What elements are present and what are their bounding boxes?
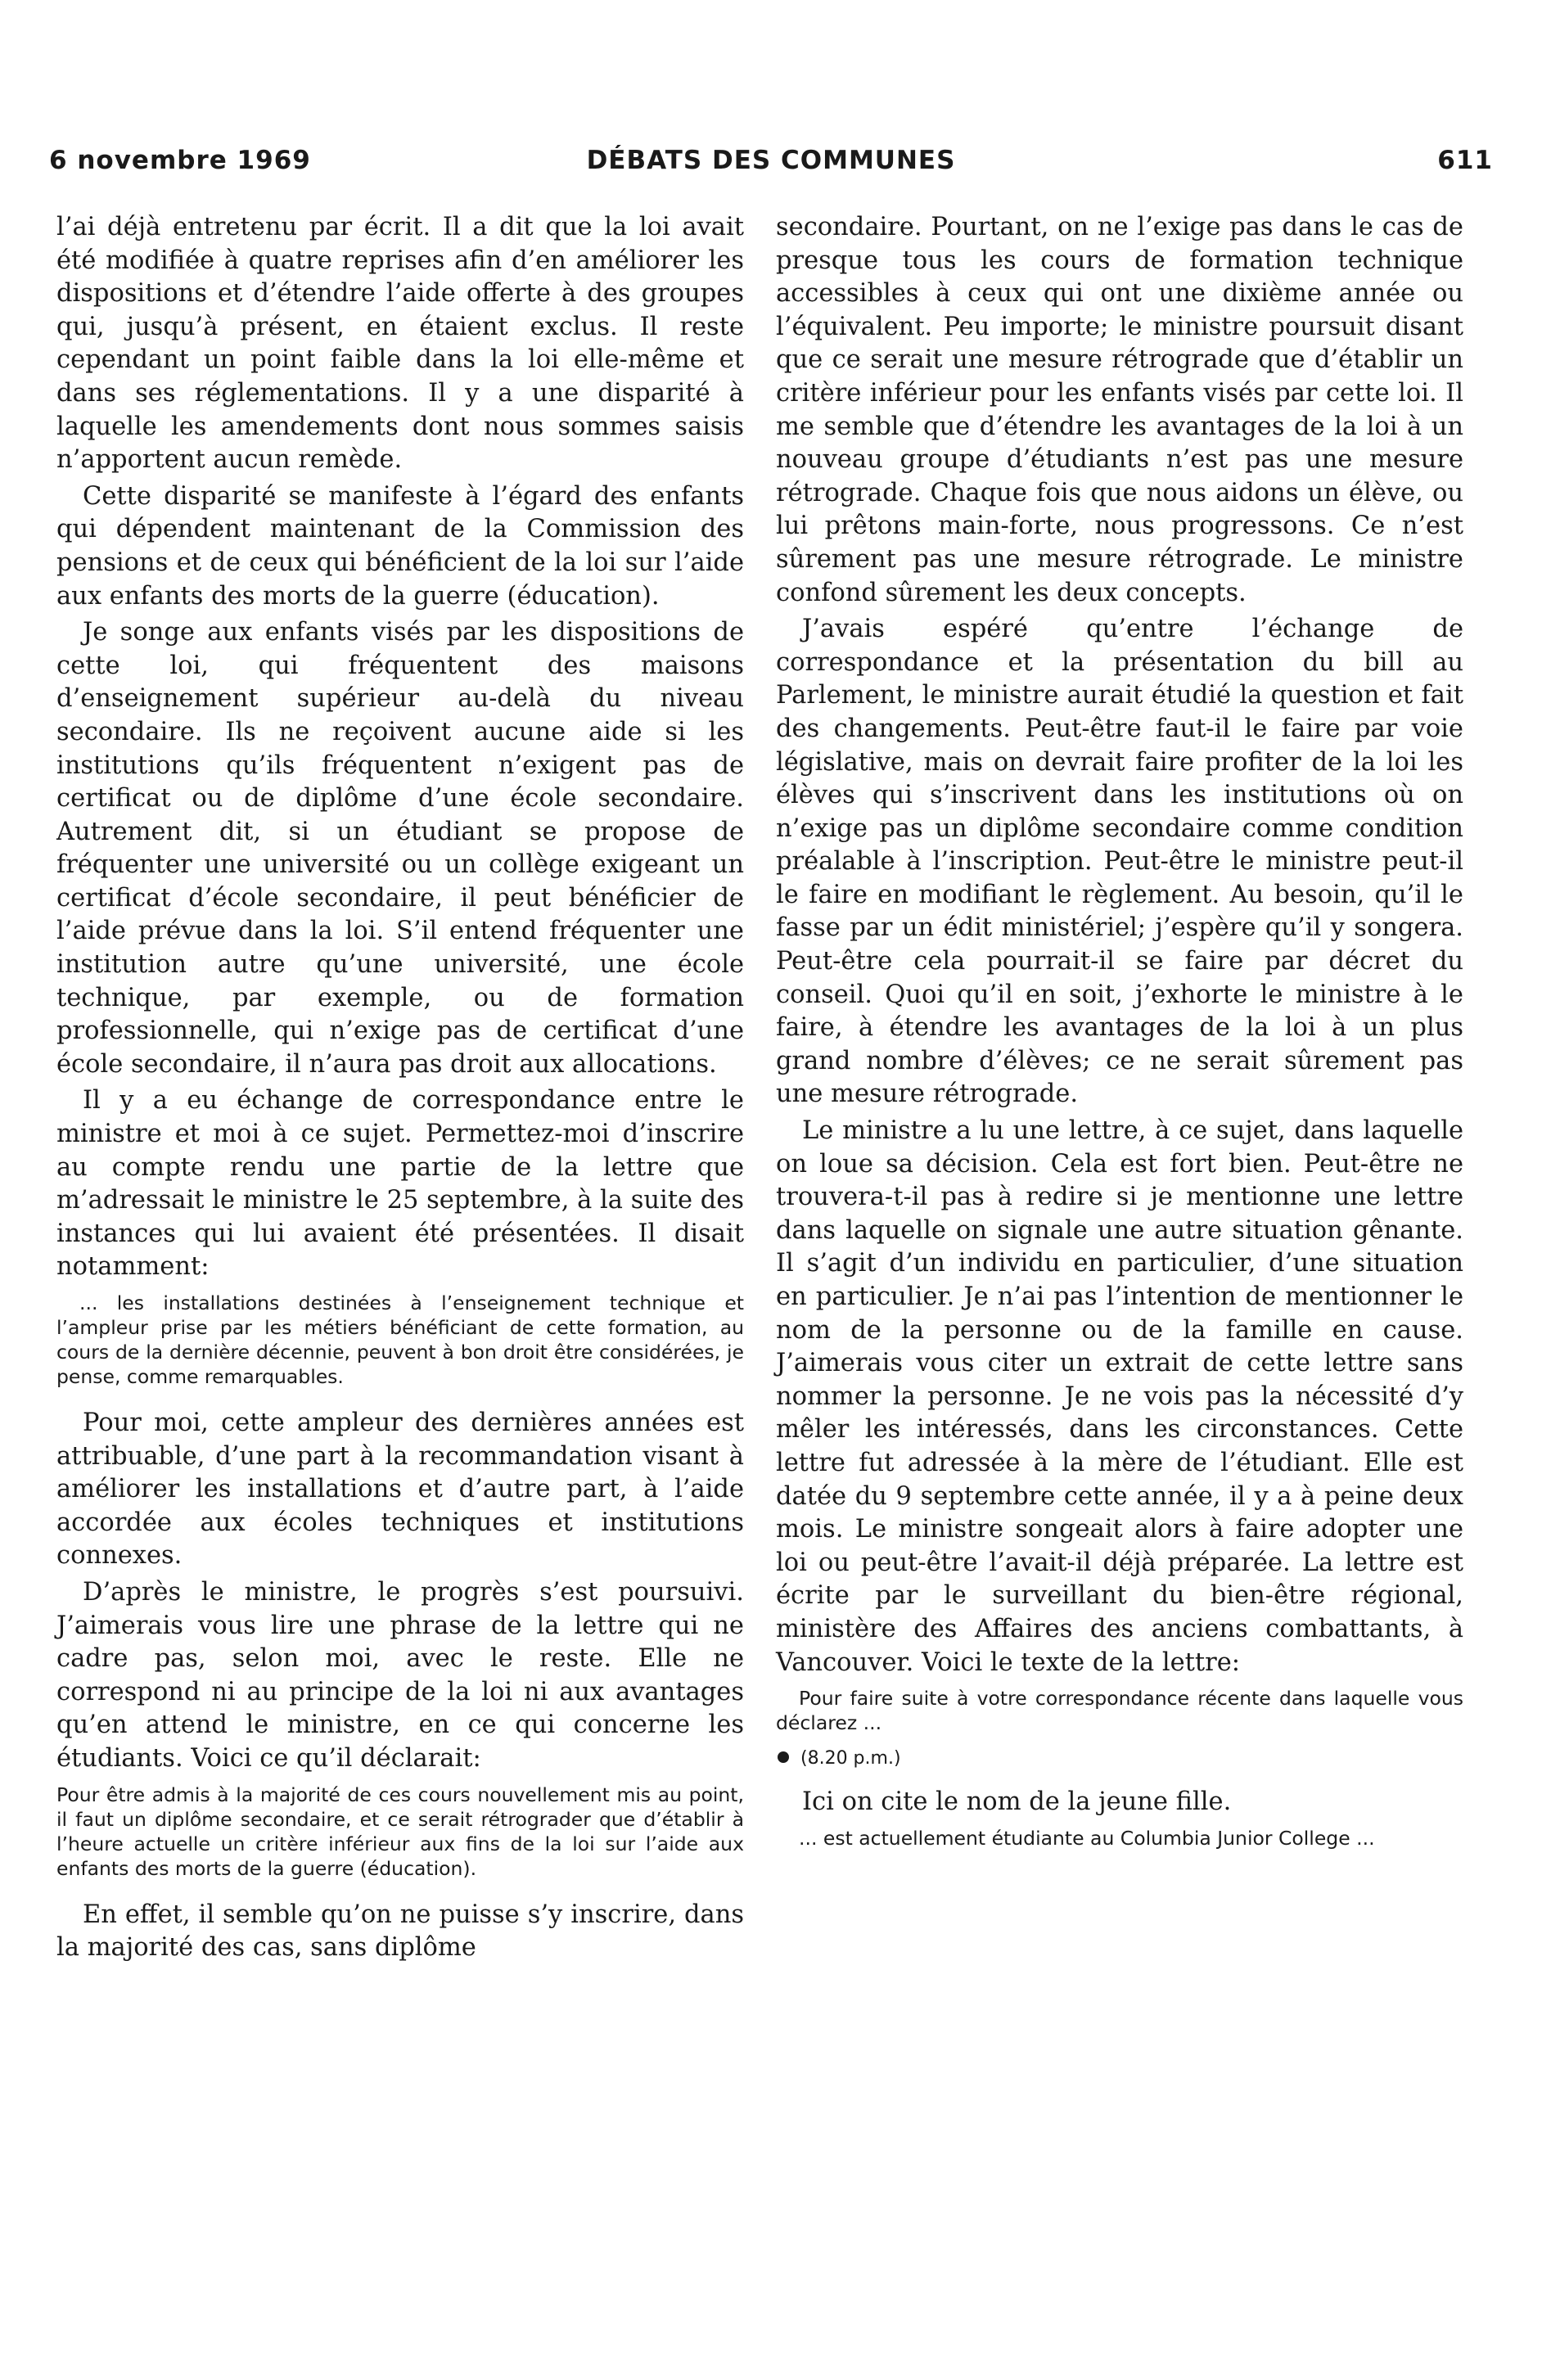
block-quote: ... les installations destinées à l’enseignement technique et l’ampleur prise par les métiers bénéficiant de cette formation, au cours de la dernière décennie, peuvent à bon droit être considérées, je pense, comme remarquables. <box>56 1291 744 1388</box>
left-column <box>56 211 744 1965</box>
header-page-number: 611 <box>1437 146 1493 175</box>
paragraph: secondaire. Pourtant, on ne l’exige pas dans le cas de presque tous les cours de formation technique accessibles à ceux qui ont une dixième année ou l’équivalent. Peu importe; le ministre poursuit disant que ce serait une mesure rétrograde que d’établir un critère inférieur pour les enfants visés par cette loi. Il me semble que d’étendre les avantages de la loi à un nouveau groupe d’étudiants n’est pas une mesure rétrograde. Chaque fois que nous aidons un élève, ou lui prêtons main-forte, nous progressons. Ce n’est sûrement pas une mesure rétrograde. Le ministre confond sûrement les deux concepts. <box>776 213 1463 607</box>
block-quote: Pour être admis à la majorité de ces cours nouvellement mis au point, il faut un diplôme secondaire, et ce serait rétrograder que d’établir à l’heure actuelle un critère inférieur aux fins de la loi sur l’aide aux enfants des morts de la guerre (éducation). <box>56 1783 744 1880</box>
page-header <box>49 146 1493 187</box>
block-quote: ... est actuellement étudiante au Columbia Junior College ... <box>799 1826 1375 1850</box>
time-stamp <box>776 1747 1463 1771</box>
paragraph: l’ai déjà entretenu par écrit. Il a dit que la loi avait été modifiée à quatre reprises afin d’en améliorer les dispositions et d’étendre l’aide offerte à des groupes qui, jusqu’à présent, en étaient exclus. Il reste cependant un point faible dans la loi elle-même et dans ses réglementations. Il y a une disparité à laquelle les amendements dont nous sommes saisis n’apportent aucun remède. <box>56 213 744 475</box>
paragraph: Cette disparité se manifeste à l’égard des enfants qui dépendent maintenant de la Commission des pensions et de ceux qui bénéficient de la loi sur l’aide aux enfants des morts de la guerre (éducation). <box>56 481 744 611</box>
paragraph: J’avais espéré qu’entre l’échange de correspondance et la présentation du bill au Parlement, le ministre aurait étudié la question et fait des changements. Peut-être faut-il le faire par voie législative, mais on devrait faire profiter de la loi les élèves qui s’inscrivent dans les institutions où on n’exige pas un diplôme secondaire comme condition préalable à l’inscription. Peut-être le ministre peut-il le faire en modifiant le règlement. Au besoin, qu’il le fasse par un édit ministériel; j’espère qu’il y songera. Peut-être cela pourrait-il se faire par décret du conseil. Quoi qu’il en soit, j’exhorte le ministre à le faire, à étendre les avantages de la loi à un plus grand nombre d’élèves; ce ne serait sûrement pas une mesure rétrograde. <box>776 615 1463 1109</box>
bullet-icon <box>778 1751 789 1763</box>
time-stamp-text: (8.20 p.m.) <box>800 1748 901 1769</box>
paragraph: En effet, il semble qu’on ne puisse s’y inscrire, dans la majorité des cas, sans diplôme <box>56 1900 744 1963</box>
paragraph: D’après le ministre, le progrès s’est poursuivi. J’aimerais vous lire une phrase de la lettre qui ne cadre pas, selon moi, avec le reste. Elle ne correspond ni au principe de la loi ni aux avantages qu’en attend le ministre, en ce qui concerne les étudiants. Voici ce qu’il déclarait: <box>56 1577 744 1773</box>
header-title: DÉBATS DES COMMUNES <box>586 146 956 175</box>
header-date: 6 novembre 1969 <box>49 146 311 175</box>
paragraph: Ici on cite le nom de la jeune fille. <box>802 1787 1232 1817</box>
block-quote: Pour faire suite à votre correspondance récente dans laquelle vous déclarez ... <box>776 1687 1463 1735</box>
paragraph: Le ministre a lu une lettre, à ce sujet, dans laquelle on loue sa décision. Cela est fort bien. Peut-être ne trouvera-t-il pas à redire si je mentionne une lettre dans laquelle on signale une autre situation gênante. Il s’agit d’un individu en particulier, d’une situation en particulier. Je n’ai pas l’intention de mentionner le nom de la personne ou de la famille en cause. J’aimerais vous citer un extrait de cette lettre sans nommer la personne. Je ne vois pas la nécessité d’y mêler les intéressés, dans les circonstances. Cette lettre fut adressée à la mère de l’étudiant. Elle est datée du 9 septembre cette année, il y a à peine deux mois. Le ministre songeait alors à faire adopter une loi ou peut-être l’avait-il déjà préparée. La lettre est écrite par le surveillant du bien-être régional, ministère des Affaires des anciens combattants, à Vancouver. Voici le texte de la lettre: <box>776 1116 1463 1677</box>
paragraph: Je songe aux enfants visés par les dispositions de cette loi, qui fréquentent des maisons d’enseignement supérieur au-delà du niveau secondaire. Ils ne reçoivent aucune aide si les institutions qu’ils fréquentent n’exigent pas de certificat ou de diplôme d’une école secondaire. Autrement dit, si un étudiant se propose de fréquenter une université ou un collège exigeant un certificat d’école secondaire, il peut bénéficier de l’aide prévue dans la loi. S’il entend fréquenter une institution autre qu’une université, une école technique, par exemple, ou de formation professionnelle, qui n’exige pas de certificat d’une école secondaire, il n’aura pas droit aux allocations. <box>56 618 744 1079</box>
right-column <box>776 211 1463 1862</box>
paragraph: Il y a eu échange de correspondance entre le ministre et moi à ce sujet. Permettez-moi d’inscrire au compte rendu une partie de la lettre que m’adressait le ministre le 25 septembre, à la suite des instances qui lui avaient été présentées. Il disait notamment: <box>56 1086 744 1282</box>
paragraph: Pour moi, cette ampleur des dernières années est attribuable, d’une part à la recommandation visant à améliorer les installations et d’autre part, à l’aide accordée aux écoles techniques et institutions connexes. <box>56 1409 744 1571</box>
